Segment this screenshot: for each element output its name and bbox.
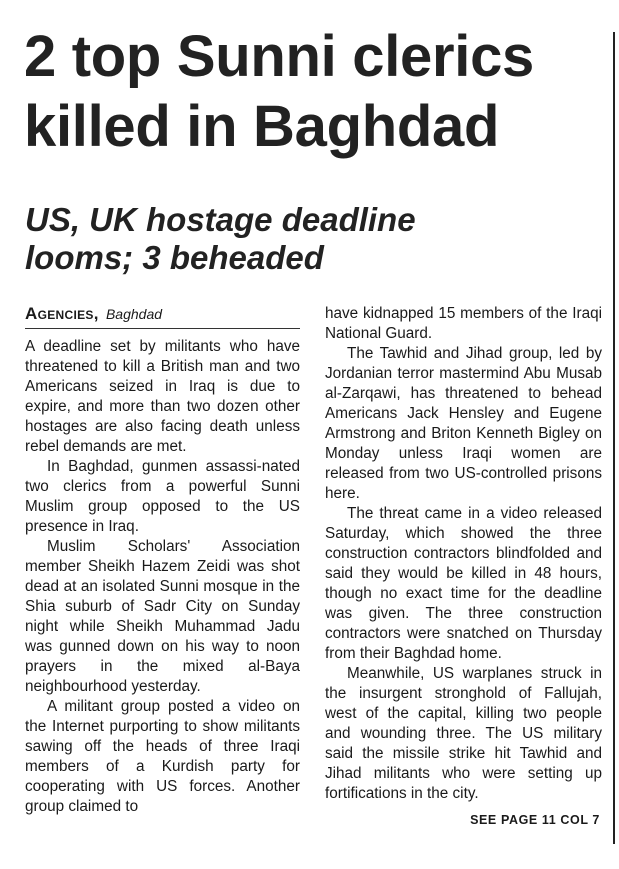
article-column-2 — [325, 304, 602, 830]
paragraph: In Baghdad, gunmen assassi-nated two clerics from a powerful Sunni Muslim group opposed to the US presence in Iraq. — [25, 458, 300, 535]
subheadline — [25, 201, 615, 277]
article-column-1 — [25, 304, 300, 817]
subheadline-line: US, UK hostage deadline — [25, 201, 416, 238]
headline-line: killed in Baghdad — [24, 94, 500, 159]
paragraph: The threat came in a video released Saturday, which showed the three construction contractors blindfolded and said they would be killed in 48 hours, though no exact time for the deadline was given. The three construction contractors were snatched on Thursday from their Baghdad home. — [325, 505, 602, 662]
paragraph: The Tawhid and Jihad group, led by Jordanian terror mastermind Abu Musab al-Zarqawi, has threatened to behead Americans Jack Hensley and Eugene Armstrong and Briton Kenneth Bigley on Monday unless Iraqi women are released from two US-controlled prisons here. — [325, 345, 602, 502]
continuation-jump: SEE PAGE 11 COL 7 — [470, 813, 600, 827]
paragraph: Meanwhile, US warplanes struck in the insurgent stronghold of Fallujah, west of the capital, killing two people and wounding three. The US military said the missile strike hit Tawhid and Jihad militants who were setting up fortifications in the city. — [325, 665, 602, 802]
paragraph: A militant group posted a video on the Internet purporting to show militants sawing off the heads of three Iraqi members of a Kurdish party for cooperating with US forces. Another group claimed to — [25, 698, 300, 815]
byline-agency: Agencies, — [25, 304, 99, 323]
paragraph: A deadline set by militants who have threatened to kill a British man and two Americans seized in Iraq is due to expire, and more than two dozen other hostages are also facing death unless rebel demands are met. — [25, 338, 300, 455]
subheadline-line: looms; 3 beheaded — [25, 239, 324, 276]
paragraph: have kidnapped 15 members of the Iraqi National Guard. — [325, 305, 602, 342]
headline-line: 2 top Sunni clerics — [24, 24, 534, 89]
byline — [25, 304, 300, 329]
headline — [24, 22, 614, 162]
byline-location: Baghdad — [105, 306, 163, 322]
paragraph: Muslim Scholars' Association member Sheikh Hazem Zeidi was shot dead at an isolated Sunni mosque in the Shia suburb of Sadr City on Sunday night while Sheikh Muhammad Jadu was gunned down on his way to noon prayers in the mixed al-Baya neighbourhood yesterday. — [25, 538, 300, 695]
